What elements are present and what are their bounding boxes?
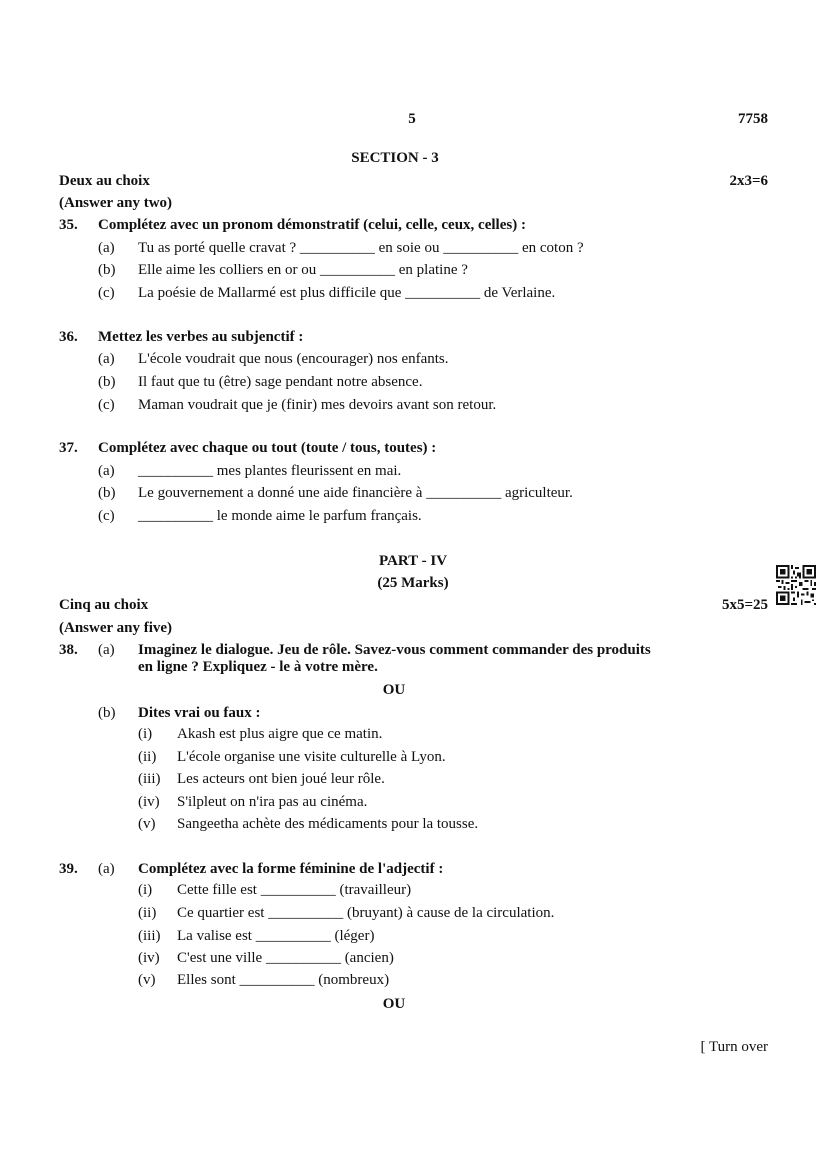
page-number: 5 [408, 111, 416, 127]
turn-over: [ Turn over [700, 1039, 768, 1055]
section-title: SECTION - 3 [351, 150, 439, 166]
section-choice: Deux au choix [59, 173, 150, 189]
part-instruction: (Answer any five) [59, 620, 173, 636]
item-label: (v) [138, 972, 156, 988]
question-title: Complétez avec chaque ou tout (toute / tous, toutes) : [98, 440, 437, 456]
item-text: __________ le monde aime le parfum français. [138, 508, 422, 524]
item-text: L'école organise une visite culturelle à Lyon. [177, 749, 446, 765]
question-number: 38. [59, 642, 78, 658]
question-title-continued: en ligne ? Expliquez - le à votre mère. [138, 659, 378, 675]
question-title: Mettez les verbes au subjenctif : [98, 329, 304, 345]
item-label: (a) [98, 861, 115, 877]
or-separator: OU [382, 996, 406, 1012]
item-label: (ii) [138, 905, 157, 921]
item-label: (b) [98, 374, 116, 390]
item-text: Sangeetha achète des médicaments pour la tousse. [177, 816, 479, 832]
item-text: Elle aime les colliers en or ou __________ en platine ? [138, 262, 468, 278]
item-text: Cette fille est __________ (travailleur) [177, 882, 412, 898]
item-text: La valise est __________ (léger) [177, 928, 375, 944]
item-label: (i) [138, 882, 153, 898]
question-number: 39. [59, 861, 78, 877]
part-marks: (25 Marks) [377, 575, 449, 591]
part-marks-scheme: 5x5=25 [721, 597, 768, 613]
item-text: La poésie de Mallarmé est plus difficile que __________ de Verlaine. [138, 285, 556, 301]
question-title: Complétez avec un pronom démonstratif (celui, celle, ceux, celles) : [98, 217, 526, 233]
section-instruction: (Answer any two) [59, 195, 173, 211]
item-label: (v) [138, 816, 156, 832]
question-title: Dites vrai ou faux : [138, 705, 261, 721]
item-label: (iii) [138, 771, 161, 787]
item-text: Elles sont __________ (nombreux) [177, 972, 390, 988]
item-text: S'ilpleut on n'ira pas au cinéma. [177, 794, 368, 810]
item-label: (iv) [138, 950, 160, 966]
item-text: Tu as porté quelle cravat ? __________ en soie ou __________ en coton ? [138, 240, 584, 256]
question-title: Imaginez le dialogue. Jeu de rôle. Savez-vous comment commander des produits [138, 642, 651, 658]
or-separator: OU [382, 682, 406, 698]
question-number: 35. [59, 217, 78, 233]
item-text: Il faut que tu (être) sage pendant notre absence. [138, 374, 423, 390]
question-number: 36. [59, 329, 78, 345]
item-label: (b) [98, 485, 116, 501]
item-label: (b) [98, 705, 116, 721]
paper-code: 7758 [738, 111, 768, 127]
item-label: (b) [98, 262, 116, 278]
item-text: Ce quartier est __________ (bruyant) à cause de la circulation. [177, 905, 555, 921]
item-text: C'est une ville __________ (ancien) [177, 950, 394, 966]
item-label: (c) [98, 508, 115, 524]
item-label: (c) [98, 285, 115, 301]
item-text: Maman voudrait que je (finir) mes devoirs avant son retour. [138, 397, 497, 413]
part-choice: Cinq au choix [59, 597, 149, 613]
item-text: Les acteurs ont bien joué leur rôle. [177, 771, 385, 787]
item-text: L'école voudrait que nous (encourager) nos enfants. [138, 351, 449, 367]
question-number: 37. [59, 440, 78, 456]
qr-code [776, 565, 816, 605]
section-marks: 2x3=6 [729, 173, 768, 189]
item-text: Le gouvernement a donné une aide financière à __________ agriculteur. [138, 485, 573, 501]
item-label: (a) [98, 642, 115, 658]
item-label: (c) [98, 397, 115, 413]
item-text: Akash est plus aigre que ce matin. [177, 726, 383, 742]
part-title: PART - IV [378, 553, 448, 569]
item-label: (ii) [138, 749, 157, 765]
item-label: (iii) [138, 928, 161, 944]
item-label: (a) [98, 240, 115, 256]
item-label: (a) [98, 463, 115, 479]
item-label: (a) [98, 351, 115, 367]
item-label: (iv) [138, 794, 160, 810]
question-title: Complétez avec la forme féminine de l'adjectif : [138, 861, 444, 877]
item-label: (i) [138, 726, 153, 742]
item-text: __________ mes plantes fleurissent en mai. [138, 463, 402, 479]
